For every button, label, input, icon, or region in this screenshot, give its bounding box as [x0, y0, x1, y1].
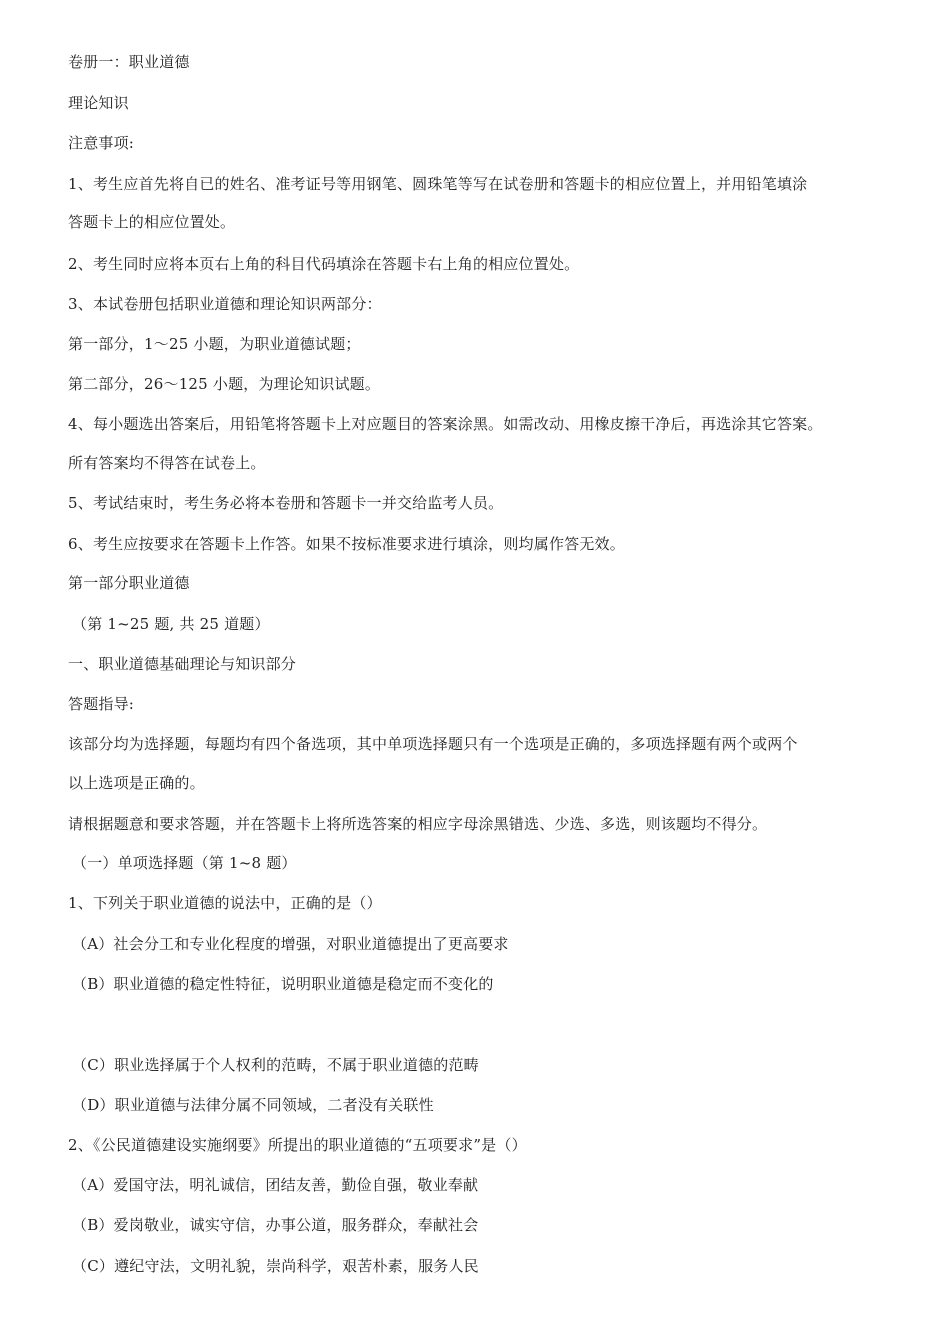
question-1-option-b: （B）职业道德的稳定性特征，说明职业道德是稳定而不变化的 [72, 975, 494, 993]
question-2-option-b: （B）爱岗敬业，诚实守信，办事公道，服务群众，奉献社会 [72, 1216, 479, 1234]
question-1-option-d: （D）职业道德与法律分属不同领域，二者没有关联性 [72, 1096, 434, 1114]
part1-title: 第一部分职业道德 [68, 574, 190, 592]
question-1-stem: 1、下列关于职业道德的说法中，正确的是（） [68, 894, 382, 912]
notice-line: 3、本试卷册包括职业道德和理论知识两部分： [68, 295, 382, 313]
notice-line: 第一部分，1～25 小题，为职业道德试题； [68, 335, 361, 353]
section1-title: 一、职业道德基础理论与知识部分 [68, 655, 297, 673]
question-2-option-a: （A）爱国守法，明礼诚信，团结友善，勤俭自强，敬业奉献 [72, 1176, 479, 1194]
notice-line: 5、考试结束时，考生务必将本卷册和答题卡一并交给监考人员。 [68, 494, 504, 512]
question-1-option-a: （A）社会分工和专业化程度的增强，对职业道德提出了更高要求 [72, 935, 509, 953]
question-2-stem: 2、《公民道德建设实施纲要》所提出的职业道德的“五项要求”是（） [68, 1136, 527, 1154]
notice-line: 第二部分，26～125 小题，为理论知识试题。 [68, 375, 381, 393]
guide-line: 请根据题意和要求答题，并在答题卡上将所选答案的相应字母涂黑错选、少选、多选，则该题均不得分。 [68, 815, 768, 833]
guide-heading: 答题指导: [68, 695, 135, 713]
notice-line: 所有答案均不得答在试卷上。 [68, 454, 266, 472]
question-2-option-c: （C）遵纪守法，文明礼貌，崇尚科学，艰苦朴素，服务人民 [72, 1257, 479, 1275]
single-choice-title: （一）单项选择题（第 1~8 题） [72, 854, 297, 872]
notice-line: 答题卡上的相应位置处。 [68, 213, 236, 231]
question-1-option-c: （C）职业选择属于个人权利的范畴，不属于职业道德的范畴 [72, 1056, 479, 1074]
guide-line: 该部分均为选择题，每题均有四个备选项，其中单项选择题只有一个选项是正确的，多项选择题有两个或两个 [68, 735, 798, 753]
notice-line: 1、考生应首先将自已的姓名、准考证号等用钢笔、圆珠笔等写在试卷册和答题卡的相应位置上，并用铅笔填涂 [68, 175, 808, 193]
notice-line: 6、考生应按要求在答题卡上作答。如果不按标准要求进行填涂，则均属作答无效。 [68, 535, 625, 553]
notice-line: 4、每小题选出答案后，用铅笔将答题卡上对应题目的答案涂黑。如需改动、用橡皮擦干净后，再选涂其它答案。 [68, 415, 823, 433]
guide-line: 以上选项是正确的。 [68, 774, 205, 792]
notice-heading: 注意事项: [68, 134, 135, 152]
part1-range: （第 1~25 题, 共 25 道题） [72, 615, 270, 633]
notice-line: 2、考生同时应将本页右上角的科目代码填涂在答题卡右上角的相应位置处。 [68, 255, 580, 273]
section-theory: 理论知识 [68, 94, 129, 112]
volume-title: 卷册一：职业道德 [68, 53, 190, 71]
